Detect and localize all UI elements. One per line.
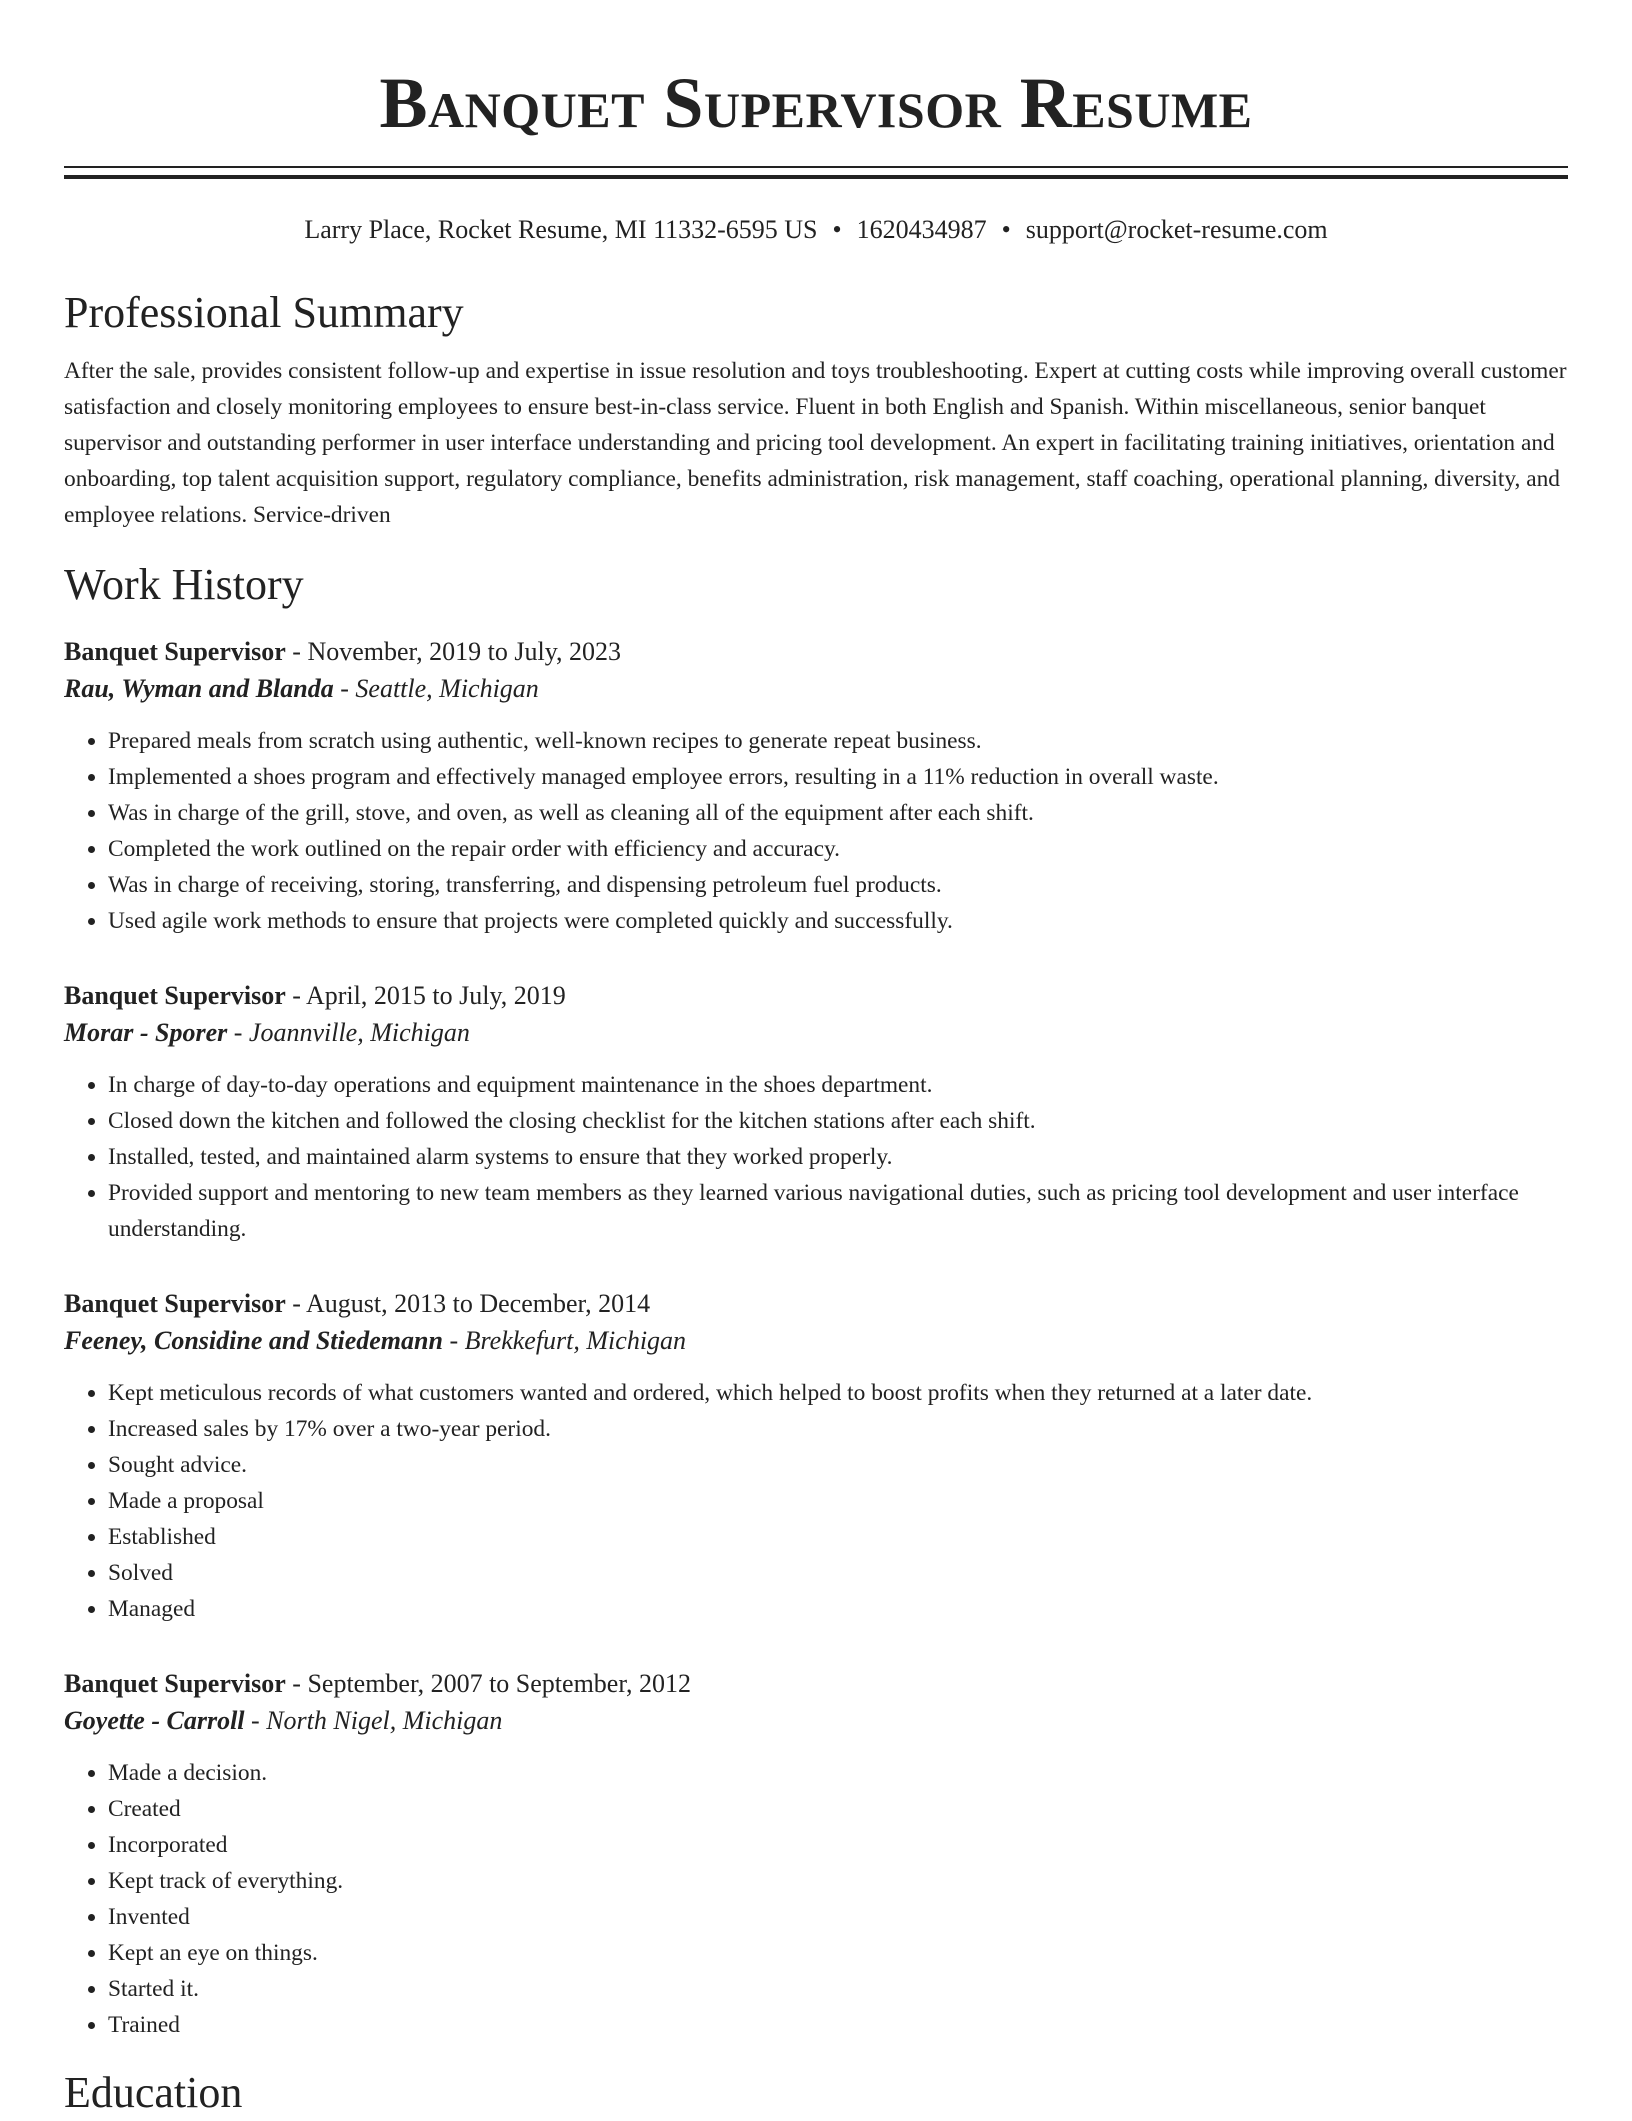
job-location: Seattle, Michigan <box>355 674 539 703</box>
job-bullet-list <box>64 1375 1568 1627</box>
job-bullet: • Increased sales by 17% over a two-year period. <box>108 1411 1568 1447</box>
job-bullet: • Completed the work outlined on the repair order with efficiency and accuracy. <box>108 831 1568 867</box>
job-company-line: Feeney, Considine and Stiedemann - Brekkefurt, Michigan <box>64 1326 687 1355</box>
contact-separator: • <box>832 215 842 244</box>
job-title-line: Banquet Supervisor - August, 2013 to December, 2014 <box>64 1289 651 1318</box>
job-bullet: • Was in charge of the grill, stove, and oven, as well as cleaning all of the equipment after each shift. <box>108 795 1568 831</box>
job-dates: August, 2013 to December, 2014 <box>306 1289 651 1318</box>
job-bullet: • Implemented a shoes program and effectively managed employee errors, resulting in a 11% reduction in overall waste. <box>108 759 1568 795</box>
education-heading: Education <box>64 2068 243 2117</box>
job-bullet: • Solved <box>108 1555 1568 1591</box>
contact-line <box>64 213 1568 247</box>
summary-text: After the sale, provides consistent follow-up and expertise in issue resolution and toys troubleshooting. Expert at cutting costs while improving overall customer satisfaction and closely monitoring employees to ensure best-in-class service. Fluent in both English and Spanish. Within miscellaneous, senior banquet supervisor and outstanding performer in user interface understanding and pricing tool development. An expert in facilitating training initiatives, orientation and onboarding, top talent acquisition support, regulatory compliance, benefits administration, risk management, staff coaching, operational planning, diversity, and employee relations. Service-driven <box>64 358 1567 528</box>
job-bullet: • Incorporated <box>108 1827 1568 1863</box>
job-company: Rau, Wyman and Blanda <box>64 674 334 703</box>
job-company-line: Rau, Wyman and Blanda - Seattle, Michigan <box>64 674 539 703</box>
job-role: Banquet Supervisor <box>64 1289 286 1318</box>
job-bullet: • Kept meticulous records of what customers wanted and ordered, which helped to boost profits when they returned at a later date. <box>108 1375 1568 1411</box>
job-bullet: • Made a proposal <box>108 1483 1568 1519</box>
summary-heading: Professional Summary <box>64 288 464 337</box>
job-company-line: Morar - Sporer - Joannville, Michigan <box>64 1018 470 1047</box>
resume-page <box>64 0 1568 2121</box>
contact-email: support@rocket-resume.com <box>1025 215 1328 244</box>
job-bullet: • Managed <box>108 1591 1568 1627</box>
job-location: Joannville, Michigan <box>248 1018 470 1047</box>
resume-title: Banquet Supervisor Resume <box>379 63 1253 143</box>
job-bullet: • Created <box>108 1791 1568 1827</box>
job-bullet: • Used agile work methods to ensure that projects were completed quickly and successfully. <box>108 903 1568 939</box>
job-company-line: Goyette - Carroll - North Nigel, Michigan <box>64 1706 503 1735</box>
job-company: Morar - Sporer <box>64 1018 228 1047</box>
job-role: Banquet Supervisor <box>64 637 286 666</box>
job-dates: April, 2015 to July, 2019 <box>306 981 566 1010</box>
job-entry <box>64 1285 1568 1627</box>
job-bullet: • In charge of day-to-day operations and equipment maintenance in the shoes department. <box>108 1067 1568 1103</box>
job-entry <box>64 1665 1568 2043</box>
job-company: Feeney, Considine and Stiedemann <box>64 1326 443 1355</box>
job-title-line: Banquet Supervisor - November, 2019 to July, 2023 <box>64 637 622 666</box>
job-bullet: • Provided support and mentoring to new team members as they learned various navigational duties, such as pricing tool development and user interface understanding. <box>108 1175 1568 1247</box>
job-bullet-list <box>64 1755 1568 2043</box>
contact-phone: 1620434987 <box>856 215 987 244</box>
title-rule-thin <box>64 166 1568 168</box>
contact-address: Larry Place, Rocket Resume, MI 11332-6595 US <box>304 215 818 244</box>
job-entry <box>64 977 1568 1247</box>
job-bullet: • Closed down the kitchen and followed the closing checklist for the kitchen stations after each shift. <box>108 1103 1568 1139</box>
title-rule-thick <box>64 175 1568 179</box>
job-company: Goyette - Carroll <box>64 1706 245 1735</box>
job-bullet: • Established <box>108 1519 1568 1555</box>
job-title-line: Banquet Supervisor - April, 2015 to July, 2019 <box>64 981 566 1010</box>
job-dates: September, 2007 to September, 2012 <box>307 1669 691 1698</box>
job-location: Brekkefurt, Michigan <box>464 1326 687 1355</box>
job-bullet: • Trained <box>108 2007 1568 2043</box>
job-bullet: • Kept an eye on things. <box>108 1935 1568 1971</box>
job-bullet: • Was in charge of receiving, storing, transferring, and dispensing petroleum fuel products. <box>108 867 1568 903</box>
job-bullet: • Kept track of everything. <box>108 1863 1568 1899</box>
job-role: Banquet Supervisor <box>64 1669 286 1698</box>
work-history-heading: Work History <box>64 560 304 609</box>
job-entry <box>64 633 1568 939</box>
job-role: Banquet Supervisor <box>64 981 286 1010</box>
job-location: North Nigel, Michigan <box>266 1706 503 1735</box>
job-bullet: • Invented <box>108 1899 1568 1935</box>
job-bullet: • Made a decision. <box>108 1755 1568 1791</box>
contact-separator: • <box>1001 215 1011 244</box>
job-bullet: • Started it. <box>108 1971 1568 2007</box>
job-bullet: • Sought advice. <box>108 1447 1568 1483</box>
job-bullet-list <box>64 723 1568 939</box>
job-bullet: • Prepared meals from scratch using authentic, well-known recipes to generate repeat business. <box>108 723 1568 759</box>
job-bullet-list <box>64 1067 1568 1247</box>
job-dates: November, 2019 to July, 2023 <box>307 637 622 666</box>
job-bullet: • Installed, tested, and maintained alarm systems to ensure that they worked properly. <box>108 1139 1568 1175</box>
job-title-line: Banquet Supervisor - September, 2007 to September, 2012 <box>64 1669 691 1698</box>
